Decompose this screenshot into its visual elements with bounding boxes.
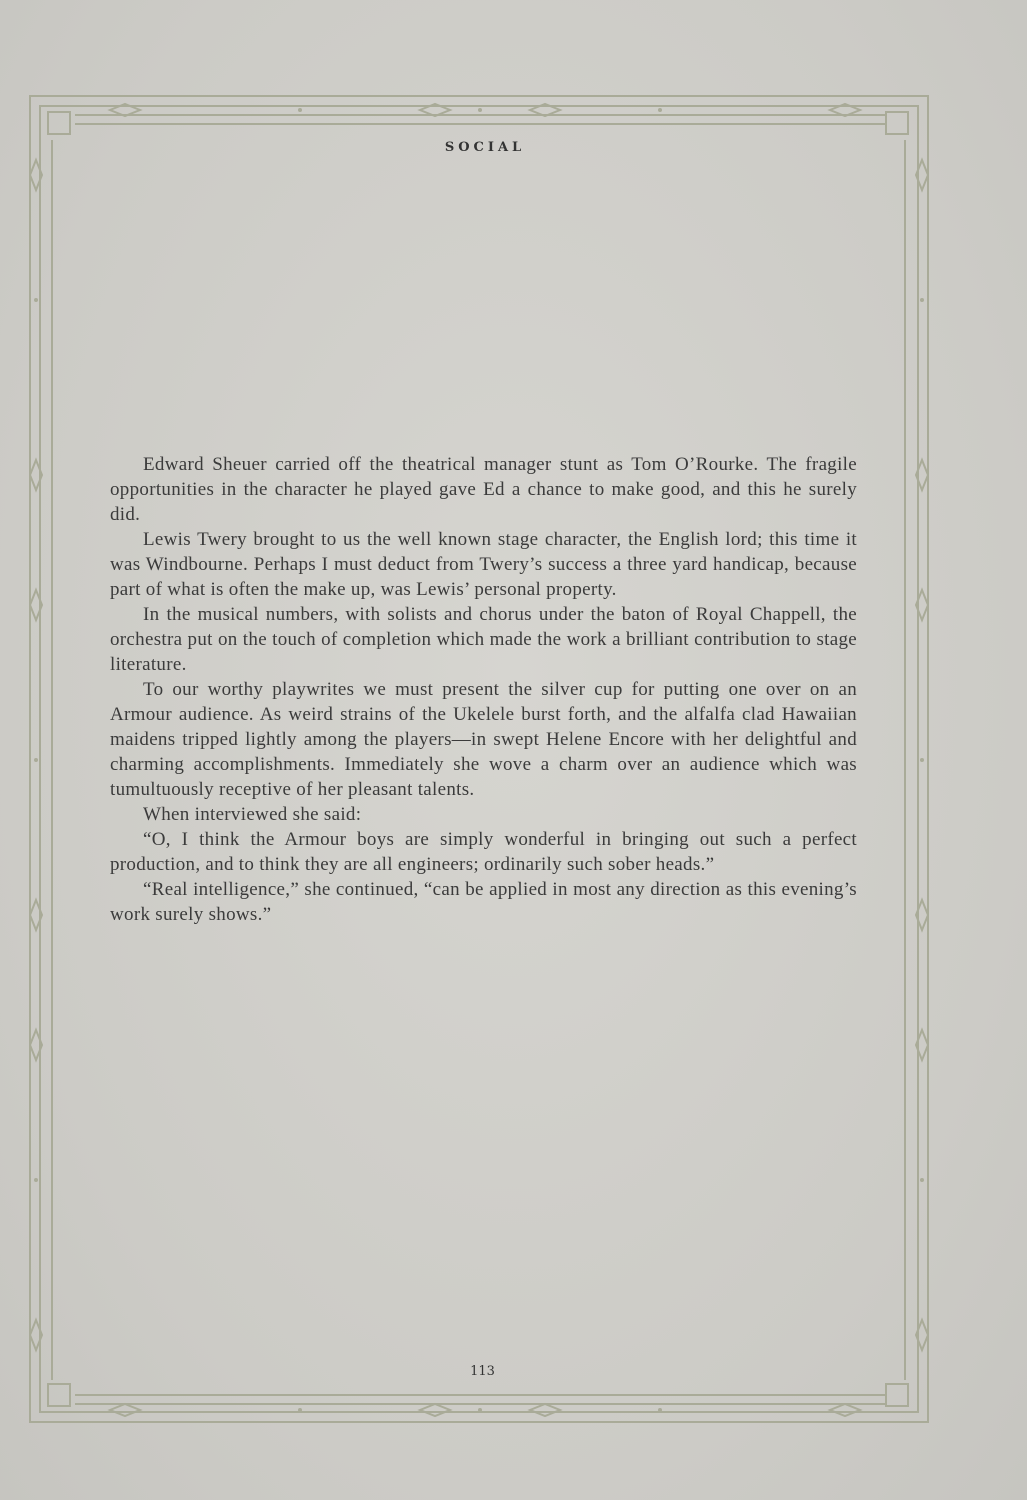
paragraph-2: Lewis Twery brought to us the well known stage character, the English lord; this time it was Windbourne. Perhaps I must deduct from Twery’s success a three yard handicap, because part of what is often the make up, was Lewis’ personal property. xyxy=(110,529,857,600)
section-header: SOCIAL xyxy=(444,140,526,155)
paragraph-4: To our worthy playwrites we must present the silver cup for putting one over on an Armour audience. As weird strains of the Ukelele burst forth, and the alfalfa clad Hawaiian maidens tripped lightly among the players—in swept Helene Encore with her delightful and charming accomplishments. Immediately she wove a charm over an audience which was tumultuously receptive of her pleasant talents. xyxy=(110,679,857,800)
page-number: 113 xyxy=(470,1364,495,1379)
paragraph-7: “Real intelligence,” she continued, “can be applied in most any direction as this evening’s work surely shows.” xyxy=(110,879,857,925)
paragraph-1: Edward Sheuer carried off the theatrical manager stunt as Tom O’Rourke. The fragile opportunities in the character he played gave Ed a chance to make good, and this he surely did. xyxy=(110,454,857,525)
paragraph-5: When interviewed she said: xyxy=(143,804,362,825)
paragraph-6: “O, I think the Armour boys are simply wonderful in bringing out such a perfect production, and to think they are all engineers; ordinarily such sober heads.” xyxy=(110,829,857,875)
article-body xyxy=(110,452,857,927)
paragraph-3: In the musical numbers, with solists and chorus under the baton of Royal Chappell, the orchestra put on the touch of completion which made the work a brilliant contribution to stage literature. xyxy=(110,604,857,675)
